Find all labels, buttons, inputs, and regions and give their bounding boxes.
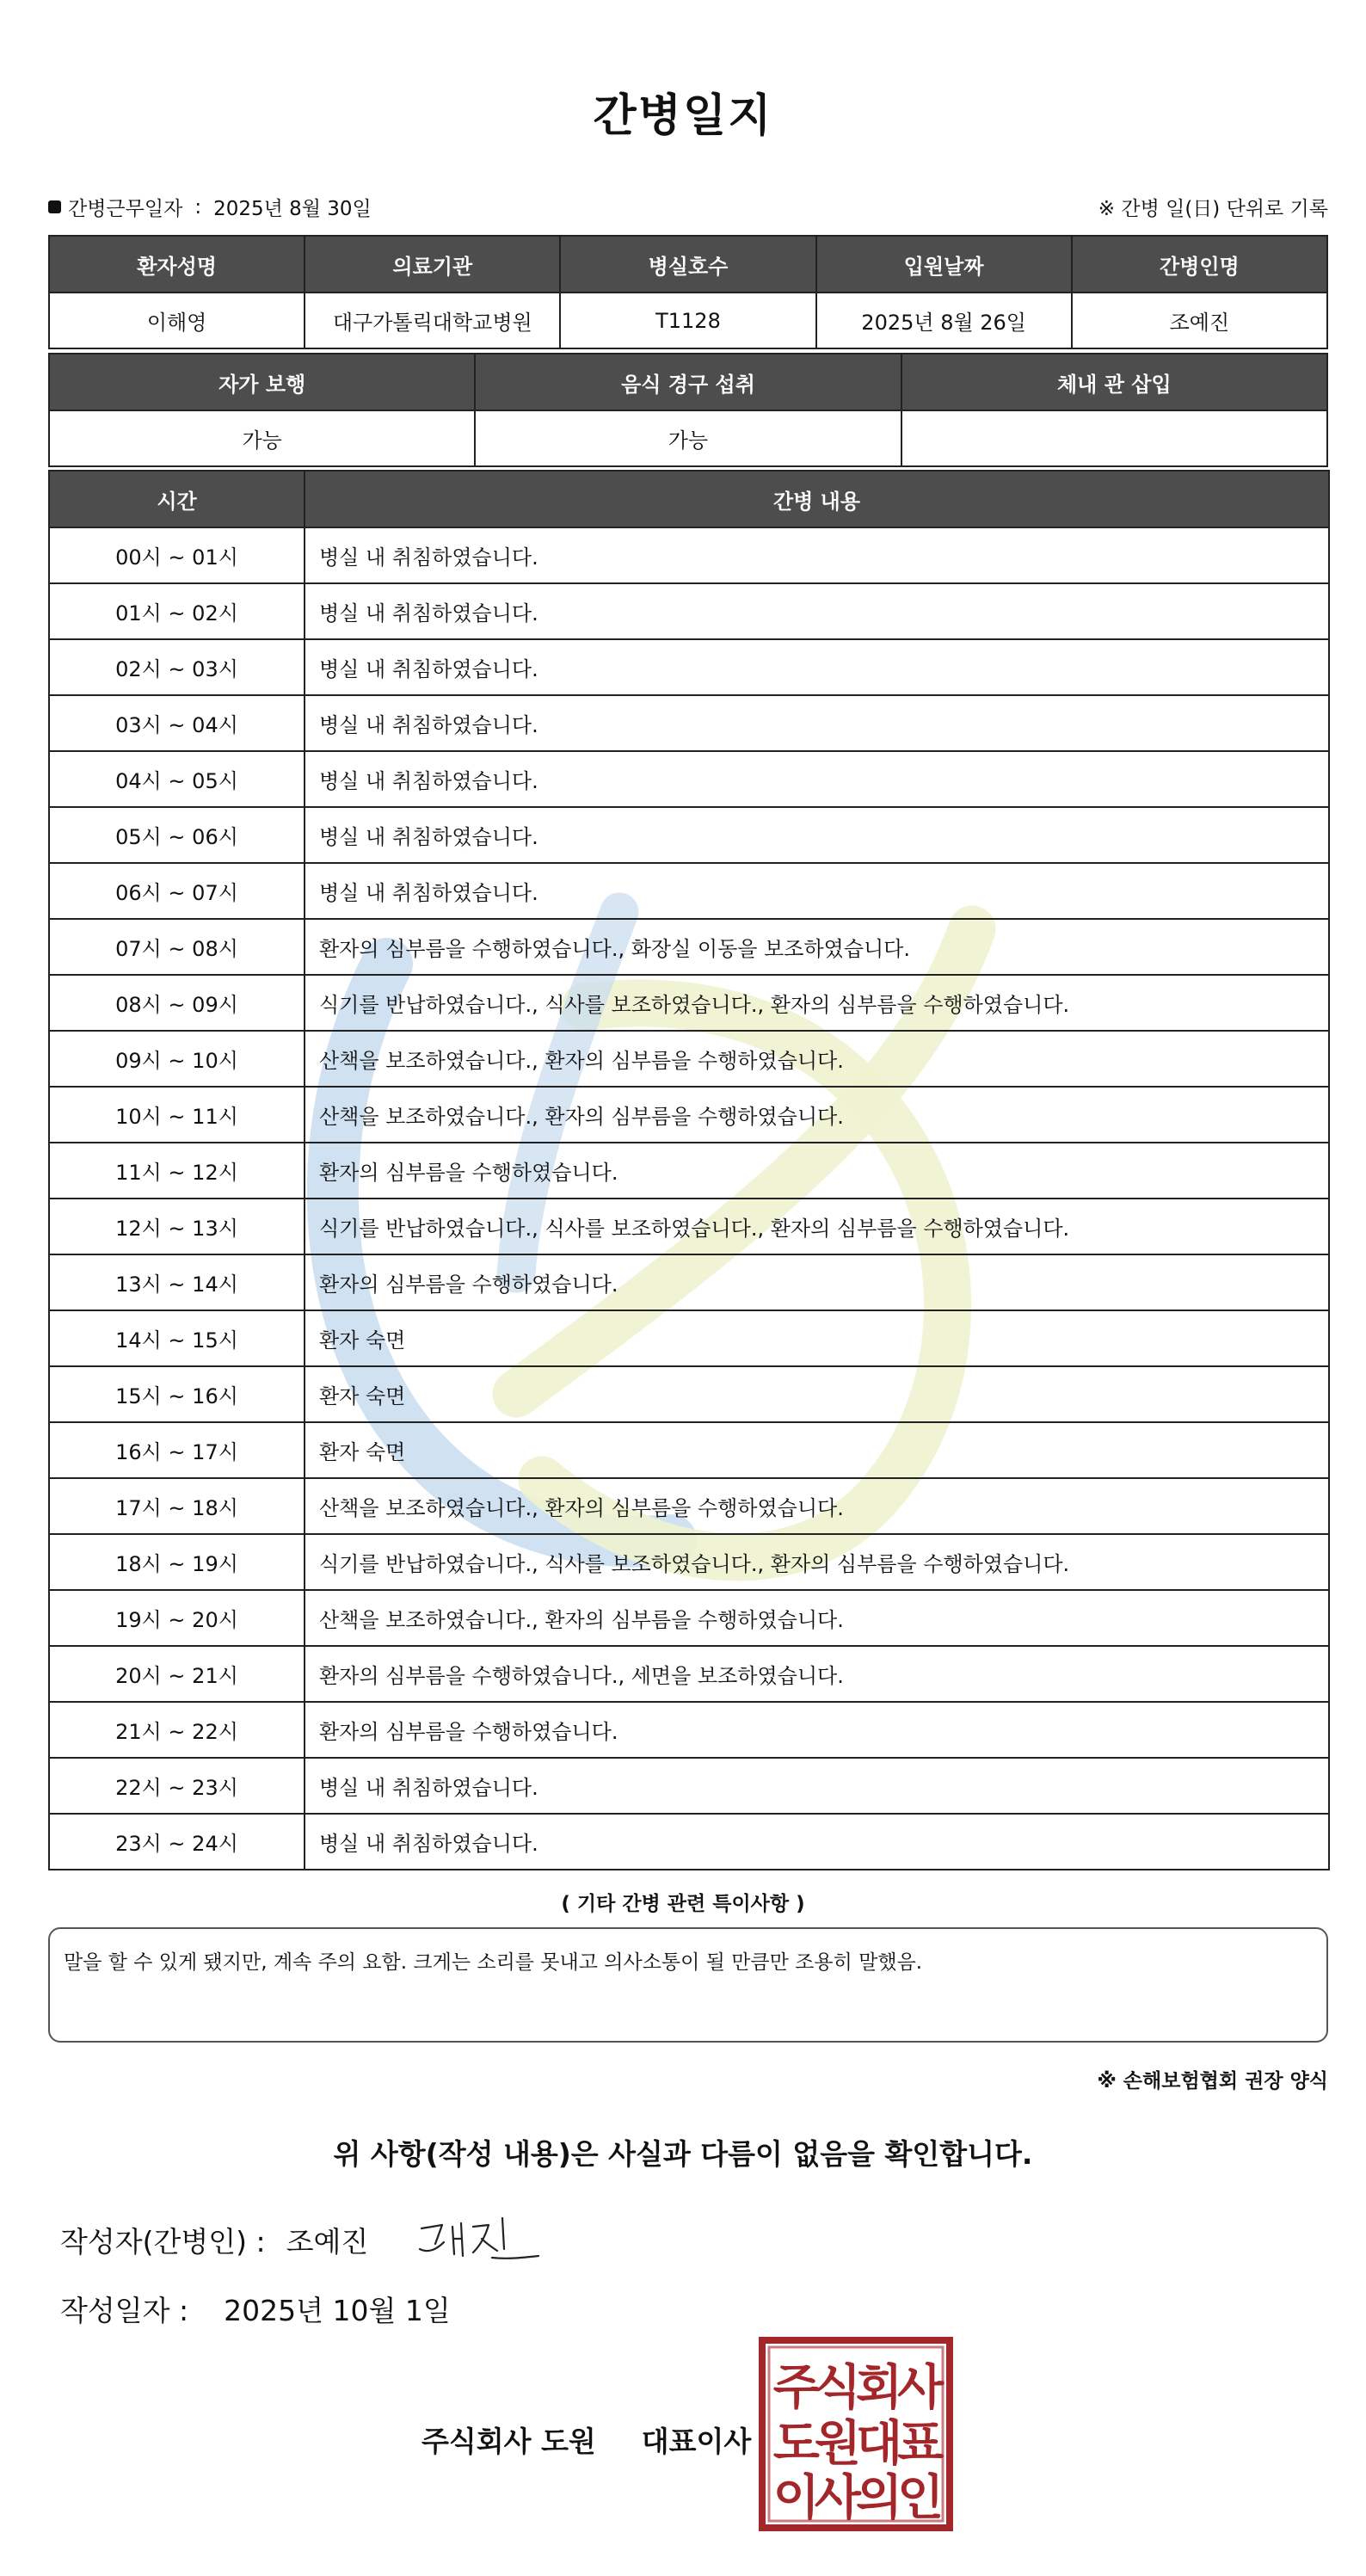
tube-insertion-value: [901, 410, 1327, 466]
patient-status-table: [48, 353, 1328, 467]
care-content-cell: 병실 내 취침하였습니다.: [305, 695, 1329, 751]
care-content-cell: 병실 내 취침하였습니다.: [305, 583, 1329, 639]
care-content-cell: 환자 숙면: [305, 1422, 1329, 1478]
care-time-cell: 21시 ~ 22시: [49, 1702, 305, 1758]
care-time-cell: 01시 ~ 02시: [49, 583, 305, 639]
care-log-body: [49, 527, 1329, 1870]
care-log-row: [49, 751, 1329, 807]
care-time-cell: 11시 ~ 12시: [49, 1143, 305, 1199]
notes-box: [48, 1927, 1328, 2043]
care-log-row: [49, 1031, 1329, 1087]
care-log-row: [49, 863, 1329, 919]
header-self-walking: 자가 보행: [49, 354, 475, 410]
header-tube-insertion: 체내 관 삽입: [901, 354, 1327, 410]
care-content-cell: 환자의 심부름을 수행하였습니다.: [305, 1702, 1329, 1758]
writer-name: 조예진: [286, 2225, 369, 2259]
care-time-cell: 19시 ~ 20시: [49, 1590, 305, 1646]
header-care-content: 간병 내용: [305, 471, 1329, 527]
care-log-row: [49, 1143, 1329, 1199]
company-name: 주식회사 도원: [421, 2425, 596, 2458]
care-content-cell: 병실 내 취침하였습니다.: [305, 1758, 1329, 1814]
care-time-cell: 04시 ~ 05시: [49, 751, 305, 807]
care-content-cell: 병실 내 취침하였습니다.: [305, 751, 1329, 807]
care-log-row: [49, 1590, 1329, 1646]
care-time-cell: 03시 ~ 04시: [49, 695, 305, 751]
care-content-cell: 환자 숙면: [305, 1310, 1329, 1366]
care-log-row: [49, 1310, 1329, 1366]
care-log-table: [48, 470, 1330, 1870]
seal-line-1: 주식회사: [772, 2360, 939, 2416]
care-time-cell: 14시 ~ 15시: [49, 1310, 305, 1366]
seal-line-3: 이사의인: [772, 2470, 939, 2526]
work-date: [48, 193, 372, 221]
care-time-cell: 10시 ~ 11시: [49, 1087, 305, 1143]
work-date-label: 간병근무일자: [68, 198, 183, 220]
care-log-row: [49, 1758, 1329, 1814]
care-content-cell: 환자의 심부름을 수행하였습니다.: [305, 1254, 1329, 1310]
recommend-note: ※ 손해보험협회 권장 양식: [1097, 2070, 1328, 2092]
patient-value-row: [49, 293, 1327, 348]
room-number: T1128: [560, 293, 815, 348]
seal-line-2: 도원대표: [772, 2416, 939, 2472]
care-content-cell: 산책을 보조하였습니다., 환자의 심부름을 수행하였습니다.: [305, 1590, 1329, 1646]
care-content-cell: 식기를 반납하였습니다., 식사를 보조하였습니다., 환자의 심부름을 수행하였습니다.: [305, 1199, 1329, 1254]
care-time-cell: 02시 ~ 03시: [49, 639, 305, 695]
care-log-row: [49, 1534, 1329, 1590]
care-content-cell: 식기를 반납하였습니다., 식사를 보조하였습니다., 환자의 심부름을 수행하였습니다.: [305, 975, 1329, 1031]
header-caregiver-name: 간병인명: [1072, 236, 1327, 293]
notes-text: 말을 할 수 있게 됐지만, 계속 주의 요함. 크게는 소리를 못내고 의사소통이 될 만큼만 조용히 말했음.: [64, 1951, 923, 1974]
care-time-cell: 13시 ~ 14시: [49, 1254, 305, 1310]
header-oral-intake: 음식 경구 섭취: [475, 354, 901, 410]
page-title: 간병일지: [593, 90, 773, 142]
care-content-cell: 병실 내 취침하였습니다.: [305, 639, 1329, 695]
written-date-line: [60, 2289, 451, 2329]
patient-info-table: [48, 235, 1328, 349]
care-content-cell: 환자 숙면: [305, 1366, 1329, 1422]
care-log-row: [49, 807, 1329, 863]
care-time-cell: 20시 ~ 21시: [49, 1646, 305, 1702]
care-content-cell: 환자의 심부름을 수행하였습니다.: [305, 1143, 1329, 1199]
status-value-row: [49, 410, 1327, 466]
header-time: 시간: [49, 471, 305, 527]
work-date-separator: :: [194, 195, 202, 219]
square-bullet-icon: [48, 200, 61, 213]
care-time-cell: 16시 ~ 17시: [49, 1422, 305, 1478]
care-content-cell: 환자의 심부름을 수행하였습니다., 화장실 이동을 보조하였습니다.: [305, 919, 1329, 975]
oral-intake-value: 가능: [475, 410, 901, 466]
company-seal-stamp: [757, 2335, 955, 2533]
care-log-row: [49, 975, 1329, 1031]
self-walking-value: 가능: [49, 410, 475, 466]
header-admission-date: 입원날짜: [816, 236, 1072, 293]
notes-title: ( 기타 간병 관련 특이사항 ): [561, 1893, 805, 1915]
company-line: [421, 2419, 751, 2460]
care-time-cell: 06시 ~ 07시: [49, 863, 305, 919]
care-log-row: [49, 583, 1329, 639]
care-log-row: [49, 1199, 1329, 1254]
care-content-cell: 식기를 반납하였습니다., 식사를 보조하였습니다., 환자의 심부름을 수행하였습니다.: [305, 1534, 1329, 1590]
meta-row: [48, 193, 1328, 222]
care-time-cell: 07시 ~ 08시: [49, 919, 305, 975]
care-time-cell: 17시 ~ 18시: [49, 1478, 305, 1534]
care-header-row: [49, 471, 1329, 527]
care-time-cell: 00시 ~ 01시: [49, 527, 305, 583]
care-log-row: [49, 695, 1329, 751]
handwritten-signature: [413, 2209, 542, 2270]
care-content-cell: 환자의 심부름을 수행하였습니다., 세면을 보조하였습니다.: [305, 1646, 1329, 1702]
care-content-cell: 산책을 보조하였습니다., 환자의 심부름을 수행하였습니다.: [305, 1031, 1329, 1087]
header-patient-name: 환자성명: [49, 236, 305, 293]
care-content-cell: 병실 내 취침하였습니다.: [305, 527, 1329, 583]
care-content-cell: 병실 내 취침하였습니다.: [305, 1814, 1329, 1870]
care-log-row: [49, 1646, 1329, 1702]
header-room-number: 병실호수: [560, 236, 815, 293]
care-time-cell: 22시 ~ 23시: [49, 1758, 305, 1814]
care-time-cell: 05시 ~ 06시: [49, 807, 305, 863]
care-time-cell: 15시 ~ 16시: [49, 1366, 305, 1422]
care-log-row: [49, 1254, 1329, 1310]
written-date-value: 2025년 10월 1일: [224, 2294, 451, 2327]
care-content-cell: 병실 내 취침하였습니다.: [305, 807, 1329, 863]
patient-header-row: [49, 236, 1327, 293]
care-log-row: [49, 1087, 1329, 1143]
hospital-name: 대구가톨릭대학교병원: [305, 293, 560, 348]
care-time-cell: 08시 ~ 09시: [49, 975, 305, 1031]
admission-date: 2025년 8월 26일: [816, 293, 1072, 348]
care-content-cell: 산책을 보조하였습니다., 환자의 심부름을 수행하였습니다.: [305, 1087, 1329, 1143]
writer-line: [60, 2220, 368, 2260]
caregiver-name: 조예진: [1072, 293, 1327, 348]
patient-name: 이해영: [49, 293, 305, 348]
care-time-cell: 09시 ~ 10시: [49, 1031, 305, 1087]
confirm-statement: 위 사항(작성 내용)은 사실과 다름이 없음을 확인합니다.: [333, 2137, 1033, 2171]
care-log-row: [49, 1366, 1329, 1422]
writer-label: 작성자(간병인) :: [60, 2225, 266, 2259]
care-time-cell: 23시 ~ 24시: [49, 1814, 305, 1870]
written-date-label: 작성일자 :: [60, 2294, 189, 2327]
care-content-cell: 병실 내 취침하였습니다.: [305, 863, 1329, 919]
care-log-row: [49, 1702, 1329, 1758]
care-log-row: [49, 1422, 1329, 1478]
care-log-row: [49, 639, 1329, 695]
care-content-cell: 산책을 보조하였습니다., 환자의 심부름을 수행하였습니다.: [305, 1478, 1329, 1534]
care-time-cell: 18시 ~ 19시: [49, 1534, 305, 1590]
care-time-cell: 12시 ~ 13시: [49, 1199, 305, 1254]
care-log-row: [49, 527, 1329, 583]
unit-note: ※ 간병 일(日) 단위로 기록: [1098, 198, 1328, 220]
work-date-value: 2025년 8월 30일: [213, 198, 372, 220]
company-role: 대표이사: [641, 2425, 752, 2458]
status-header-row: [49, 354, 1327, 410]
header-hospital: 의료기관: [305, 236, 560, 293]
care-log-row: [49, 1478, 1329, 1534]
care-log-row: [49, 1814, 1329, 1870]
care-log-row: [49, 919, 1329, 975]
